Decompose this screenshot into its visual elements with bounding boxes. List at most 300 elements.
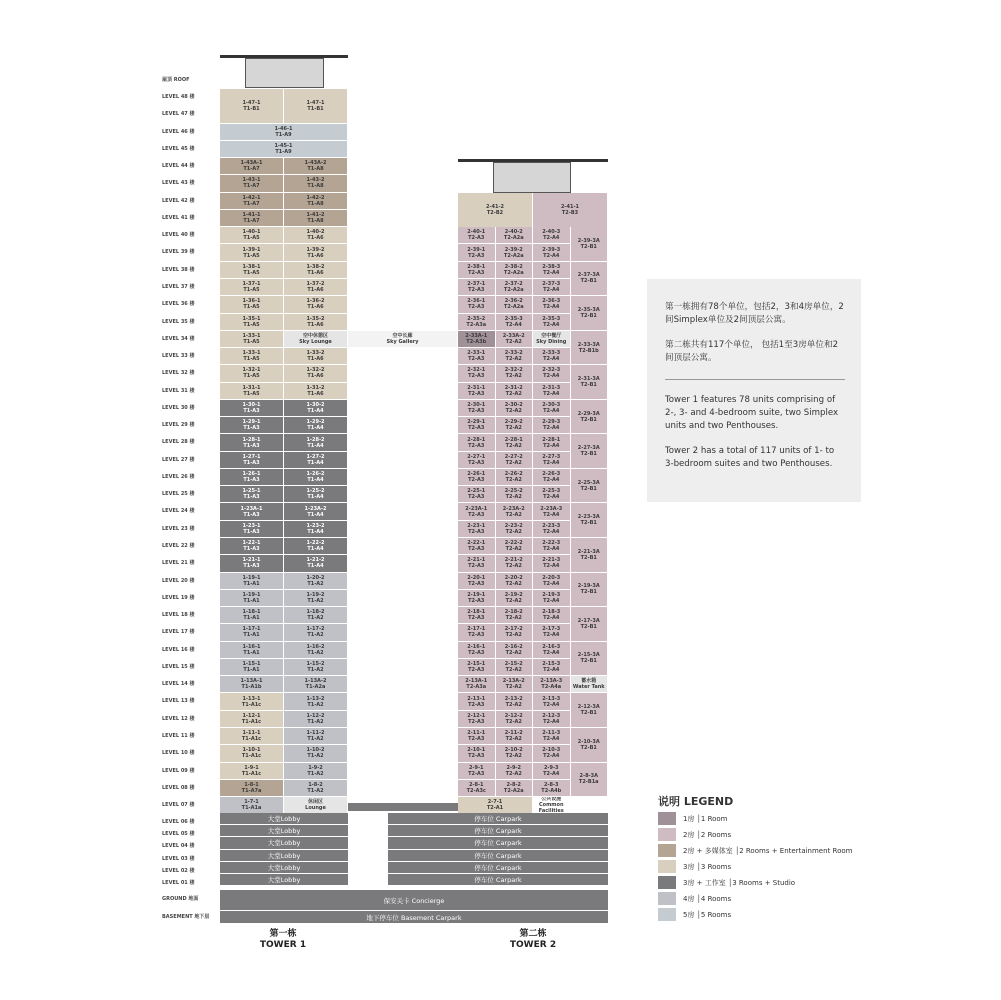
level-label: LEVEL 08 楼: [162, 784, 195, 791]
unit-cell: 1-30-1 T1-A3: [220, 400, 284, 417]
level-label: LEVEL 24 楼: [162, 508, 195, 515]
unit-cell: 2-33-3 T2-A4: [533, 348, 571, 365]
level-label: LEVEL 36 楼: [162, 301, 195, 308]
unit-cell: 2-21-2 T2-A2: [496, 555, 534, 572]
unit-cell: 2-20-1 T2-A3: [458, 573, 496, 590]
unit-cell: 2-13-2 T2-A2: [496, 693, 534, 710]
level-label: LEVEL 41 楼: [162, 214, 195, 221]
unit-cell: 2-40-3 T2-A4: [533, 227, 571, 244]
unit-cell: 2-27-3 T2-A4: [533, 452, 571, 469]
tower1-label-en: TOWER 1: [259, 940, 307, 950]
level-label: LEVEL 06 楼: [162, 819, 195, 825]
unit-cell: 2-15-2 T2-A2: [496, 659, 534, 676]
unit-cell: 1-36-2 T1-A6: [284, 296, 348, 313]
unit-cell: 1-11-2 T1-A2: [284, 728, 348, 745]
unit-cell: 2-17-1 T2-A3: [458, 624, 496, 641]
legend-item: [658, 860, 731, 873]
unit-cell: 2-37-1 T2-A3: [458, 279, 496, 296]
legend-swatch: [658, 844, 676, 857]
level-label: LEVEL 01 楼: [162, 880, 195, 886]
unit-cell: 2-35-2 T2-A3a: [458, 314, 496, 331]
legend-swatch: [658, 812, 676, 825]
unit-cell: 2-31-1 T2-A3: [458, 383, 496, 400]
unit-cell: 1-30-2 T1-A4: [284, 400, 348, 417]
legend-item: [658, 876, 795, 889]
unit-cell: 2-30-3 T2-A4: [533, 400, 571, 417]
podium-connector: [348, 803, 458, 812]
level-label: BASEMENT 地下层: [162, 914, 210, 920]
unit-cell: 2-19-2 T2-A2: [496, 590, 534, 607]
unit-cell: 2-23-3A T2-B1: [571, 503, 609, 538]
unit-cell: 1-47-1 T1-B1: [284, 89, 348, 124]
unit-cell: 2-29-1 T2-A3: [458, 417, 496, 434]
level-label: LEVEL 35 楼: [162, 318, 195, 325]
unit-cell: 1-11-1 T1-A1c: [220, 728, 284, 745]
unit-cell: 2-33-2 T2-A2: [496, 348, 534, 365]
unit-cell: 1-26-2 T1-A4: [284, 469, 348, 486]
tower1-label: [243, 929, 323, 951]
unit-cell: 1-28-1 T1-A3: [220, 434, 284, 451]
unit-cell: 2-26-3 T2-A4: [533, 469, 571, 486]
unit-cell: 1-26-1 T1-A3: [220, 469, 284, 486]
unit-cell: 2-13-1 T2-A3: [458, 693, 496, 710]
unit-cell: 1-13-2 T1-A2: [284, 693, 348, 710]
unit-cell: 2-21-1 T2-A3: [458, 555, 496, 572]
sky-gallery-bridge: 空中长廊 Sky Gallery: [348, 331, 458, 348]
unit-cell: 2-30-1 T2-A3: [458, 400, 496, 417]
unit-cell: 2-23-1 T2-A3: [458, 521, 496, 538]
unit-cell: 2-31-3A T2-B1: [571, 365, 609, 400]
tower2-roof-structure: [493, 162, 571, 193]
unit-cell: 2-23A-3 T2-A4: [533, 503, 571, 520]
tower1-lobby: 大堂Lobby: [220, 862, 348, 874]
unit-cell: 2-25-2 T2-A2: [496, 486, 534, 503]
level-label: LEVEL 13 楼: [162, 698, 195, 705]
tower1-lobby: 大堂Lobby: [220, 825, 348, 837]
unit-cell: 1-43A-1 T1-A7: [220, 158, 284, 175]
unit-cell: 1-31-1 T1-A5: [220, 383, 284, 400]
unit-cell: 1-32-2 T1-A6: [284, 365, 348, 382]
unit-cell: 1-22-2 T1-A4: [284, 538, 348, 555]
tower2-carpark: 停车位 Carpark: [388, 874, 608, 886]
unit-cell: 1-40-2 T1-A6: [284, 227, 348, 244]
unit-cell: 2-23-3 T2-A4: [533, 521, 571, 538]
level-label: LEVEL 11 楼: [162, 732, 195, 739]
unit-cell: 2-40-2 T2-A2a: [496, 227, 534, 244]
unit-cell: 2-12-2 T2-A2: [496, 711, 534, 728]
unit-cell: 1-33-1 T1-A5: [220, 348, 284, 365]
unit-cell: 1-10-1 T1-A1c: [220, 745, 284, 762]
unit-cell: 2-16-3 T2-A4: [533, 642, 571, 659]
unit-cell: 2-7-1 T2-A1: [458, 797, 533, 814]
unit-cell: 1-13A-1 T1-A1b: [220, 676, 284, 693]
legend-swatch: [658, 828, 676, 841]
unit-cell: 1-29-1 T1-A3: [220, 417, 284, 434]
unit-cell: 2-22-2 T2-A2: [496, 538, 534, 555]
tower1-lobby: 大堂Lobby: [220, 813, 348, 825]
unit-cell: 2-17-2 T2-A2: [496, 624, 534, 641]
level-label: LEVEL 22 楼: [162, 543, 195, 550]
unit-cell: 2-39-3 T2-A4: [533, 244, 571, 261]
legend-label: 5房 │5 Rooms: [683, 910, 732, 919]
unit-cell: 2-32-2 T2-A2: [496, 365, 534, 382]
unit-cell: 2-13-3 T2-A4: [533, 693, 571, 710]
unit-cell: 公共设施 Common Facilities: [533, 797, 571, 814]
unit-cell: 1-25-1 T1-A3: [220, 486, 284, 503]
level-label: LEVEL 26 楼: [162, 473, 195, 480]
unit-cell: 2-9-2 T2-A2: [496, 763, 534, 780]
unit-cell: 2-29-3A T2-B1: [571, 400, 609, 435]
unit-cell: 2-8-3 T2-A4b: [533, 780, 571, 797]
unit-cell: 1-12-2 T1-A2: [284, 711, 348, 728]
unit-cell: 1-33-2 T1-A6: [284, 348, 348, 365]
unit-cell: 1-43-1 T1-A7: [220, 175, 284, 192]
legend-item: [658, 908, 731, 921]
legend-swatch: [658, 908, 676, 921]
unit-cell: 1-41-1 T1-A7: [220, 210, 284, 227]
unit-cell: 2-27-3A T2-B1: [571, 434, 609, 469]
unit-cell: 1-39-1 T1-A5: [220, 244, 284, 261]
unit-cell: 2-23A-1 T2-A3: [458, 503, 496, 520]
level-label: LEVEL 07 楼: [162, 802, 195, 809]
level-label: LEVEL 10 楼: [162, 750, 195, 757]
unit-cell: 2-31-2 T2-A2: [496, 383, 534, 400]
unit-cell: 1-10-2 T1-A2: [284, 745, 348, 762]
unit-cell: 2-13A-2 T2-A2: [496, 676, 534, 693]
unit-cell: 2-33A-1 T2-A3b: [458, 331, 496, 348]
level-label: LEVEL 46 楼: [162, 128, 195, 135]
unit-cell: 2-28-1 T2-A4: [533, 434, 571, 451]
unit-cell: 1-8-2 T1-A2: [284, 780, 348, 797]
unit-cell: 2-35-3 T2-A4: [533, 314, 571, 331]
tower2-label-cn: 第二栋: [519, 929, 547, 939]
tower2-carpark: 停车位 Carpark: [388, 825, 608, 837]
level-label: LEVEL 15 楼: [162, 663, 195, 670]
unit-cell: 2-29-2 T2-A2: [496, 417, 534, 434]
unit-cell: 1-46-1 T1-A9: [220, 124, 348, 141]
level-label: LEVEL 47 楼: [162, 111, 195, 118]
unit-cell: 2-36-3 T2-A4: [533, 296, 571, 313]
unit-cell: 2-41-2 T2-B2: [458, 193, 533, 228]
unit-cell: 1-47-1 T1-B1: [220, 89, 284, 124]
unit-cell: 1-8-1 T1-A7a: [220, 780, 284, 797]
level-label: LEVEL 39 楼: [162, 249, 195, 256]
unit-cell: 1-32-1 T1-A5: [220, 365, 284, 382]
unit-cell: 2-36-1 T2-A3: [458, 296, 496, 313]
level-label: LEVEL 45 楼: [162, 145, 195, 152]
unit-cell: 2-20-3 T2-A4: [533, 573, 571, 590]
unit-cell: 1-9-1 T1-A1c: [220, 763, 284, 780]
info-tower1-en: Tower 1 features 78 units comprising of 2-, 3- and 4-bedroom suite, two Simplex units and two Penthouses.: [665, 395, 839, 431]
legend-label: 2房 + 多媒体室 │2 Rooms + Entertainment Room: [683, 846, 853, 855]
level-label: 屋顶 ROOF: [162, 77, 190, 83]
level-label: LEVEL 20 楼: [162, 577, 195, 584]
info-tower2-en: Tower 2 has a total of 117 units of 1- to 3-bedroom suites and two Penthouses.: [665, 446, 835, 469]
legend-title: 说明 LEGEND: [658, 795, 734, 808]
unit-cell: 2-27-1 T2-A3: [458, 452, 496, 469]
level-label: LEVEL 42 楼: [162, 197, 195, 204]
level-label: LEVEL 29 楼: [162, 422, 195, 429]
level-label: LEVEL 19 楼: [162, 594, 195, 601]
unit-cell: 2-25-1 T2-A3: [458, 486, 496, 503]
ground-concierge: 保安关卡 Concierge: [220, 890, 608, 911]
tower2-carpark: 停车位 Carpark: [388, 837, 608, 849]
tower1-roof-structure: [245, 58, 324, 88]
unit-cell: 1-29-2 T1-A4: [284, 417, 348, 434]
unit-cell: 1-22-1 T1-A3: [220, 538, 284, 555]
unit-cell: 2-11-1 T2-A3: [458, 728, 496, 745]
level-label: LEVEL 05 楼: [162, 831, 195, 838]
level-label: LEVEL 03 楼: [162, 855, 195, 862]
level-label: LEVEL 38 楼: [162, 266, 195, 273]
unit-cell: 1-19-2 T1-A2: [284, 590, 348, 607]
unit-cell: 1-35-2 T1-A6: [284, 314, 348, 331]
unit-cell: 1-28-2 T1-A4: [284, 434, 348, 451]
legend-item: [658, 828, 731, 841]
tower1-lobby: 大堂Lobby: [220, 850, 348, 862]
tower2-carpark: 停车位 Carpark: [388, 850, 608, 862]
level-label: LEVEL 31 楼: [162, 387, 195, 394]
level-label: LEVEL 44 楼: [162, 163, 195, 170]
level-label: LEVEL 48 楼: [162, 94, 195, 100]
unit-cell: 1-17-1 T1-A1: [220, 624, 284, 641]
unit-cell: 2-12-1 T2-A3: [458, 711, 496, 728]
unit-cell: 1-18-1 T1-A1: [220, 607, 284, 624]
unit-cell: 2-39-1 T2-A3: [458, 244, 496, 261]
basement-carpark: 地下停车位 Basement Carpark: [220, 911, 608, 924]
tower1-label-cn: 第一栋: [269, 929, 297, 939]
unit-cell: 2-39-3A T2-B1: [571, 227, 609, 262]
level-label: LEVEL 04 楼: [162, 843, 195, 850]
unit-cell: 1-12-1 T1-A1c: [220, 711, 284, 728]
unit-cell: 2-15-3A T2-B1: [571, 642, 609, 677]
unit-cell: 2-33-3A T2-B1b: [571, 331, 609, 366]
unit-cell: 1-17-2 T1-A2: [284, 624, 348, 641]
unit-cell: 蓄水箱 Water Tank: [571, 676, 609, 693]
unit-cell: 2-8-2 T2-A2a: [496, 780, 534, 797]
unit-cell: 2-11-2 T2-A2: [496, 728, 534, 745]
unit-cell: 2-8-3A T2-B1a: [571, 763, 609, 798]
unit-cell: 1-36-1 T1-A5: [220, 296, 284, 313]
info-tower1-cn: 第一栋拥有78个单位，包括2，3和4房单位，2间Simplex单位及2间顶层公寓。: [665, 302, 844, 325]
level-label: LEVEL 27 楼: [162, 456, 195, 463]
unit-cell: 2-16-2 T2-A2: [496, 642, 534, 659]
unit-cell: 2-25-3A T2-B1: [571, 469, 609, 504]
unit-cell: 2-18-3 T2-A4: [533, 607, 571, 624]
unit-cell: 1-18-2 T1-A2: [284, 607, 348, 624]
unit-cell: 2-37-3 T2-A4: [533, 279, 571, 296]
unit-cell: 2-19-3 T2-A4: [533, 590, 571, 607]
unit-cell: 2-17-3A T2-B1: [571, 607, 609, 642]
unit-cell: 1-37-1 T1-A5: [220, 279, 284, 296]
level-label: LEVEL 40 楼: [162, 232, 195, 239]
legend-swatch: [658, 892, 676, 905]
unit-cell: 1-16-1 T1-A1: [220, 642, 284, 659]
unit-cell: 2-33A-2 T2-A2: [496, 331, 534, 348]
level-label: LEVEL 30 楼: [162, 404, 195, 411]
legend-swatch: [658, 876, 676, 889]
unit-cell: 2-32-3 T2-A4: [533, 365, 571, 382]
unit-cell: 2-10-3 T2-A4: [533, 745, 571, 762]
unit-cell: 2-19-1 T2-A3: [458, 590, 496, 607]
level-label: LEVEL 21 楼: [162, 560, 195, 567]
unit-cell: 2-41-1 T2-B3: [533, 193, 608, 228]
unit-cell: 1-31-2 T1-A6: [284, 383, 348, 400]
legend-label: 3房 + 工作室 │3 Rooms + Studio: [683, 878, 796, 887]
unit-cell: 2-32-1 T2-A3: [458, 365, 496, 382]
legend-item: [658, 892, 731, 905]
unit-cell: 1-35-1 T1-A5: [220, 314, 284, 331]
unit-cell: 2-13A-3 T2-A4a: [533, 676, 571, 693]
unit-cell: 1-42-2 T1-A8: [284, 193, 348, 210]
unit-cell: 1-21-2 T1-A4: [284, 555, 348, 572]
unit-cell: 1-37-2 T1-A6: [284, 279, 348, 296]
unit-cell: 2-10-2 T2-A2: [496, 745, 534, 762]
legend-swatch: [658, 860, 676, 873]
unit-cell: 1-15-2 T1-A2: [284, 659, 348, 676]
unit-cell: 2-12-3 T2-A4: [533, 711, 571, 728]
unit-cell: 2-21-3 T2-A4: [533, 555, 571, 572]
unit-cell: 1-41-2 T1-A8: [284, 210, 348, 227]
unit-cell: 1-7-1 T1-A1a: [220, 797, 284, 814]
unit-cell: 2-26-2 T2-A2: [496, 469, 534, 486]
unit-cell: 2-17-3 T2-A4: [533, 624, 571, 641]
legend-item: [658, 812, 728, 825]
unit-cell: 2-18-2 T2-A2: [496, 607, 534, 624]
info-tower2-cn: 第二栋共有117个单位， 包括1至3房单位和2间顶层公寓。: [665, 340, 839, 363]
unit-cell: 2-10-3A T2-B1: [571, 728, 609, 763]
unit-cell: 2-22-1 T2-A3: [458, 538, 496, 555]
unit-cell: 2-37-2 T2-A2a: [496, 279, 534, 296]
unit-cell: 1-39-2 T1-A6: [284, 244, 348, 261]
tower1-lobby: 大堂Lobby: [220, 874, 348, 886]
tower2-carpark: 停车位 Carpark: [388, 813, 608, 825]
tower1-lobby: 大堂Lobby: [220, 837, 348, 849]
legend-label: 4房 │4 Rooms: [683, 894, 732, 903]
unit-cell: 2-15-1 T2-A3: [458, 659, 496, 676]
level-label: GROUND 地面: [162, 896, 199, 902]
unit-cell: 2-15-3 T2-A4: [533, 659, 571, 676]
unit-cell: 2-28-1 T2-A2: [496, 434, 534, 451]
unit-cell: 2-38-1 T2-A3: [458, 262, 496, 279]
unit-cell: 2-11-3 T2-A4: [533, 728, 571, 745]
unit-cell: 1-42-1 T1-A7: [220, 193, 284, 210]
unit-cell: 1-16-2 T1-A2: [284, 642, 348, 659]
unit-cell: 1-20-2 T1-A2: [284, 573, 348, 590]
unit-cell: 2-40-1 T2-A3: [458, 227, 496, 244]
unit-cell: 1-38-2 T1-A6: [284, 262, 348, 279]
unit-cell: 空中餐厅 Sky Dining: [533, 331, 571, 348]
level-label: LEVEL 32 楼: [162, 370, 195, 377]
tower2-label-en: TOWER 2: [509, 940, 557, 950]
unit-cell: 2-8-1 T2-A3c: [458, 780, 496, 797]
unit-cell: 2-23-2 T2-A2: [496, 521, 534, 538]
unit-cell: 1-21-1 T1-A3: [220, 555, 284, 572]
legend-label: 3房 │3 Rooms: [683, 862, 732, 871]
unit-cell: 1-45-1 T1-A9: [220, 141, 348, 158]
unit-cell: 2-9-1 T2-A3: [458, 763, 496, 780]
unit-cell: 1-43-2 T1-A8: [284, 175, 348, 192]
level-label: LEVEL 14 楼: [162, 681, 195, 688]
level-label: LEVEL 16 楼: [162, 646, 195, 653]
unit-cell: 2-37-3A T2-B1: [571, 262, 609, 297]
unit-cell: 2-39-2 T2-A2a: [496, 244, 534, 261]
level-label: LEVEL 09 楼: [162, 767, 195, 774]
legend-label: 1房 │1 Room: [683, 814, 728, 823]
unit-cell: 2-35-3 T2-A4: [496, 314, 534, 331]
unit-cell: 1-15-1 T1-A1: [220, 659, 284, 676]
level-label: LEVEL 18 楼: [162, 612, 195, 619]
unit-cell: 1-19-1 T1-A1: [220, 573, 284, 590]
unit-cell: 空中休憩区 Sky Lounge: [284, 331, 348, 348]
info-panel: [647, 279, 861, 502]
unit-cell: 2-16-1 T2-A3: [458, 642, 496, 659]
unit-cell: 2-28-1 T2-A3: [458, 434, 496, 451]
level-label: LEVEL 12 楼: [162, 715, 195, 722]
unit-cell: 2-35-3A T2-B1: [571, 296, 609, 331]
level-label: LEVEL 23 楼: [162, 525, 195, 532]
legend-item: [658, 844, 852, 857]
unit-cell: 1-23-2 T1-A4: [284, 521, 348, 538]
unit-cell: 1-9-2 T1-A2: [284, 763, 348, 780]
level-label: LEVEL 25 楼: [162, 491, 195, 498]
unit-cell: 2-10-1 T2-A3: [458, 745, 496, 762]
level-label: LEVEL 33 楼: [162, 353, 195, 360]
level-label: LEVEL 02 楼: [162, 867, 195, 874]
tower2-carpark: 停车位 Carpark: [388, 862, 608, 874]
unit-cell: 1-43A-2 T1-A8: [284, 158, 348, 175]
unit-cell: 2-12-3A T2-B1: [571, 693, 609, 728]
level-label: LEVEL 34 楼: [162, 335, 195, 342]
unit-cell: 2-33-1 T2-A3: [458, 348, 496, 365]
unit-cell: 2-23A-2 T2-A2: [496, 503, 534, 520]
unit-cell: 1-33-1 T1-A5: [220, 331, 284, 348]
legend-label: 2房 │2 Rooms: [683, 830, 732, 839]
level-label: LEVEL 17 楼: [162, 629, 195, 636]
unit-cell: 2-38-2 T2-A2a: [496, 262, 534, 279]
unit-cell: 2-20-2 T2-A2: [496, 573, 534, 590]
unit-cell: 2-19-3A T2-B1: [571, 573, 609, 608]
unit-cell: 1-23-1 T1-A3: [220, 521, 284, 538]
unit-cell: 1-23A-2 T1-A4: [284, 503, 348, 520]
unit-cell: 2-9-3 T2-A4: [533, 763, 571, 780]
unit-cell: 1-13A-2 T1-A2a: [284, 676, 348, 693]
unit-cell: 1-27-1 T1-A3: [220, 452, 284, 469]
level-label: LEVEL 28 楼: [162, 439, 195, 446]
unit-cell: 1-13-1 T1-A1c: [220, 693, 284, 710]
unit-cell: 2-26-1 T2-A3: [458, 469, 496, 486]
unit-cell: 2-21-3A T2-B1: [571, 538, 609, 573]
unit-cell: 2-18-1 T2-A3: [458, 607, 496, 624]
unit-cell: 休闲区 Lounge: [284, 797, 348, 814]
info-divider: [665, 379, 845, 380]
unit-cell: 2-31-3 T2-A4: [533, 383, 571, 400]
unit-cell: 1-38-1 T1-A5: [220, 262, 284, 279]
unit-cell: 2-27-2 T2-A2: [496, 452, 534, 469]
unit-cell: 2-38-3 T2-A4: [533, 262, 571, 279]
unit-cell: 2-25-3 T2-A4: [533, 486, 571, 503]
unit-cell: 1-19-1 T1-A1: [220, 590, 284, 607]
level-label: LEVEL 37 楼: [162, 283, 195, 290]
unit-cell: 1-25-2 T1-A4: [284, 486, 348, 503]
level-label: LEVEL 43 楼: [162, 180, 195, 187]
unit-cell: 2-13A-1 T2-A3a: [458, 676, 496, 693]
unit-cell: 1-40-1 T1-A5: [220, 227, 284, 244]
unit-cell: 2-22-3 T2-A4: [533, 538, 571, 555]
unit-cell: 1-23A-1 T1-A3: [220, 503, 284, 520]
unit-cell: 2-36-2 T2-A2a: [496, 296, 534, 313]
unit-cell: 1-27-2 T1-A4: [284, 452, 348, 469]
